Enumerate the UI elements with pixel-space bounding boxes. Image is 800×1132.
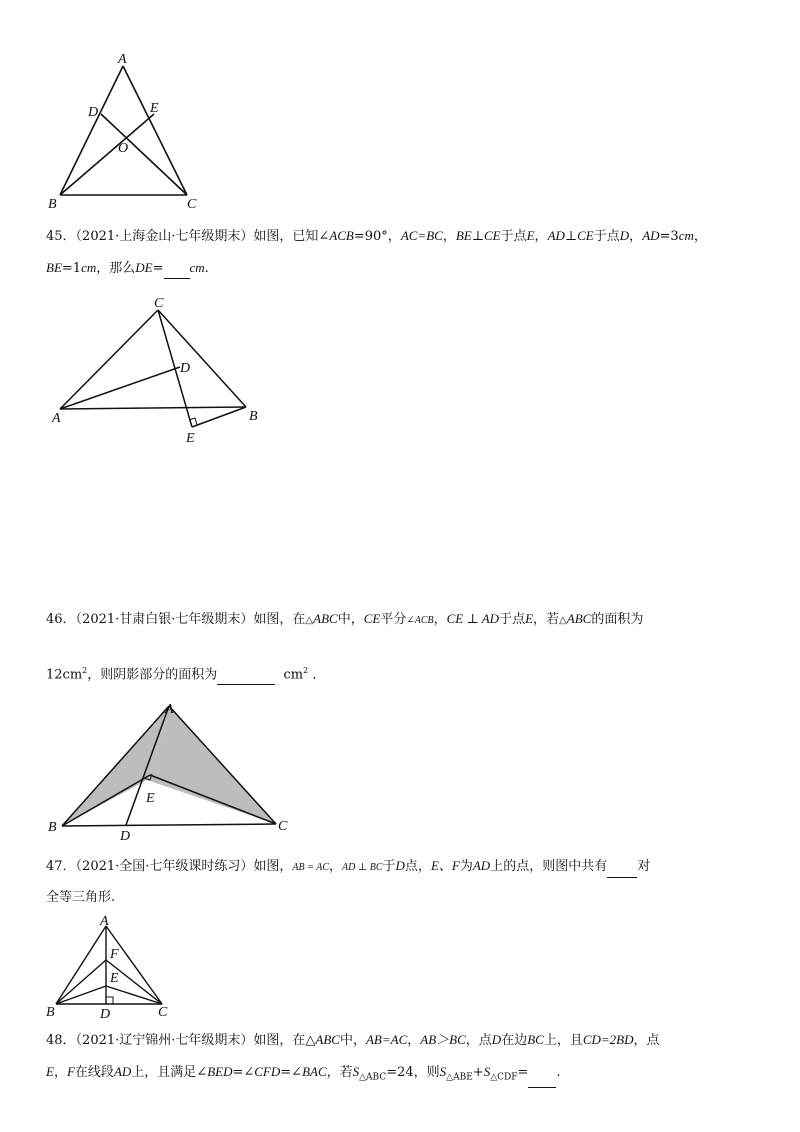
q45-acbc: AC=BC (400, 228, 443, 243)
q48-bed: BED (207, 1064, 233, 1079)
q48-text: 如图，在△ (253, 1033, 316, 1048)
q48-ad: AD (113, 1064, 132, 1079)
q46-abc1: ABC (313, 611, 338, 626)
q46-text: 如图，在 (253, 612, 306, 627)
q48-satisfy: 上，且满足∠ (131, 1065, 208, 1080)
question-45-line-1: 45．（2021·上海金山·七年级期末）如图，已知∠ACB=90°，AC=BC，BE⊥CE于点E，AD⊥CE于点D，AD=3cm， (46, 228, 707, 244)
q48-abc: ABC (315, 1032, 340, 1047)
fig47-label-a: A (100, 914, 109, 929)
figure-45 (48, 296, 278, 446)
q45-be1: BE (46, 260, 62, 275)
fig44-label-a: A (118, 52, 127, 67)
q47-number: 47． (46, 859, 76, 874)
q47-d: D (395, 858, 405, 873)
q46-acb: ACB (414, 615, 434, 626)
q46-number: 46． (46, 612, 76, 627)
q46-mid: 中， (337, 612, 364, 627)
q48-d: D (491, 1032, 502, 1047)
q45-eq90: =90°， (353, 229, 401, 244)
fig44-label-o: O (118, 141, 129, 156)
q48-cd-2bd: CD=2BD (582, 1032, 634, 1047)
q47-pt: 点， (404, 859, 431, 874)
q45-end: . (204, 261, 209, 276)
q47-pairs: 对 (637, 859, 651, 874)
q48-end: . (556, 1065, 561, 1080)
fig46-label-d: D (120, 829, 131, 844)
fig46-label-c: C (278, 819, 288, 834)
fig45-label-d: D (180, 361, 191, 376)
q48-plus: + (472, 1065, 484, 1080)
figure-45-svg (48, 296, 278, 446)
figure-46-svg (44, 698, 304, 844)
fig45-label-a: A (52, 411, 61, 426)
q45-acb: ACB (329, 228, 354, 243)
q47-pts: 上的点，则图中共有 (490, 859, 608, 874)
fig44-label-e: E (150, 101, 159, 116)
question-46-line-1 (46, 609, 643, 631)
q45-number: 45． (46, 229, 76, 244)
q45-at-d: 于点 (593, 229, 620, 244)
q45-perp2: ⊥ (564, 229, 578, 244)
q48-ab-eq-ac: AB=AC (365, 1032, 408, 1047)
q47-ef: E、F (430, 858, 460, 873)
q48-bc: BC (527, 1032, 544, 1047)
q48-f: F (66, 1064, 75, 1079)
q45-eq: = (152, 261, 164, 276)
q46-unit: cm (283, 667, 304, 683)
figure-47-svg (44, 914, 184, 1020)
q48-bac: BAC (302, 1064, 327, 1079)
q45-answer-blank[interactable] (164, 264, 190, 279)
fig45-label-b: B (249, 409, 258, 424)
question-46-line-2 (46, 661, 325, 685)
q47-at: 于 (382, 859, 396, 874)
q47-on: 为 (459, 859, 473, 874)
q46-if: ，若 (533, 612, 560, 627)
q48-s1: S (352, 1064, 360, 1079)
fig46-label-b: B (48, 820, 57, 835)
q46-tri2: △ (559, 615, 567, 626)
q48-onbc: 在边 (501, 1033, 528, 1048)
q48-s3: S (483, 1064, 491, 1079)
q46-area-value: 12cm (46, 667, 83, 683)
q45-eq3: =3 (659, 229, 679, 244)
fig44-label-c: C (187, 197, 197, 212)
q47-ad: AD (472, 858, 491, 873)
q45-e: E (526, 228, 535, 243)
q46-ce-perp-ad: CE ⊥ AD (446, 611, 500, 626)
fig47-label-f: F (110, 947, 119, 962)
q48-number: 48． (46, 1033, 76, 1048)
question-45-line-2 (46, 258, 209, 279)
q47-ab-eq-ac: AB = AC (292, 862, 329, 873)
q45-text: 如图，已知∠ (253, 229, 330, 244)
q48-s3-sub: △CDF (490, 1072, 518, 1083)
q48-eq: = (517, 1065, 529, 1080)
q48-dot: ，点 (633, 1033, 660, 1048)
fig44-label-b: B (48, 197, 57, 212)
q46-comma: ， (433, 612, 447, 627)
q45-ce2: CE (577, 228, 594, 243)
q45-de: DE (135, 260, 153, 275)
question-47-line-2 (46, 888, 115, 908)
q46-area-of: 的面积为 (591, 612, 644, 627)
fig46-label-a: A (165, 702, 174, 717)
q45-source: （2021·上海金山·七年级期末） (75, 229, 254, 244)
q45-cm1: cm (678, 228, 694, 243)
q46-sq1: 2 (82, 666, 88, 675)
figure-44-svg (40, 48, 210, 218)
fig45-label-e: E (186, 431, 195, 446)
question-47-line-1 (46, 856, 650, 878)
q46-e: E (525, 611, 534, 626)
q45-cm2: cm (81, 260, 97, 275)
q45-then: ，那么 (96, 261, 136, 276)
q48-answer-blank[interactable] (528, 1073, 556, 1088)
q45-ce1: CE (483, 228, 501, 243)
q46-then: ，则阴影部分的面积为 (87, 667, 218, 683)
figure-47 (44, 914, 184, 1020)
question-48-line-1: 48．（2021·辽宁锦州·七年级期末）如图，在△ABC中，AB=AC，AB＞BC，点D在边BC上，且CD=2BD，点 (46, 1032, 660, 1048)
fig47-label-e: E (110, 971, 119, 986)
figure-46 (44, 698, 304, 844)
q46-sq2: 2 (303, 666, 309, 675)
q45-d: D (619, 228, 630, 243)
q46-tri1: △ (305, 615, 314, 626)
q48-eq24: =24，则 (386, 1065, 440, 1080)
q45-be: BE (455, 228, 472, 243)
q46-bisect: 平分 (380, 612, 407, 627)
q46-answer-blank[interactable] (217, 670, 275, 685)
fig47-label-c: C (158, 1005, 168, 1020)
figure-44 (40, 48, 210, 218)
q45-ad: AD (547, 228, 565, 243)
q48-s2-sub: △ABE (446, 1072, 473, 1083)
q48-s2: S (439, 1064, 447, 1079)
fig47-label-d: D (100, 1007, 111, 1022)
q47-comma: ， (328, 859, 342, 874)
q48-eq1: =∠ (232, 1065, 255, 1080)
fig46-label-e: E (146, 791, 155, 806)
q46-ce: CE (363, 611, 381, 626)
q45-cm3: cm (189, 260, 205, 275)
q45-at-e: 于点 (500, 229, 527, 244)
q48-e: E (46, 1064, 54, 1079)
q46-source: （2021·甘肃白银·七年级期末） (75, 612, 254, 627)
q45-eq1: =1 (61, 261, 82, 276)
q48-cfd: CFD (254, 1064, 281, 1079)
fig47-label-b: B (46, 1005, 55, 1020)
q46-abc2: ABC (566, 611, 592, 626)
q47-line2: 全等三角形. (46, 890, 116, 905)
q48-source: （2021·辽宁锦州·七年级期末） (75, 1033, 254, 1048)
q48-onseg: 在线段 (74, 1065, 114, 1080)
q47-ad-perp-bc: AD ⊥ BC (342, 862, 383, 873)
q46-foot: 于点 (499, 612, 526, 627)
q46-end: ． (312, 667, 326, 683)
q48-eq2: =∠ (280, 1065, 303, 1080)
fig45-label-c: C (154, 296, 164, 311)
question-48-line-2: E，F在线段AD上，且满足∠BED=∠CFD=∠BAC，若$S_{\triangle ABC}=24$，则$S_{\triangle ABE}+S_{\triangle CDF}=$ . (46, 1062, 561, 1088)
q47-answer-blank[interactable] (607, 863, 637, 878)
q48-up: 上，且 (543, 1033, 583, 1048)
q48-s1-sub: △ABC (359, 1072, 387, 1083)
fig44-label-d: D (88, 105, 99, 120)
q47-source: （2021·全国·七年级课时练习） (75, 859, 254, 874)
q46-angle: ∠ (406, 615, 415, 626)
q45-perp1: ⊥ (471, 229, 484, 244)
q48-ab-gt-bc: AB＞BC (420, 1032, 466, 1047)
q48-if: ，若 (326, 1065, 353, 1080)
q47-text: 如图， (253, 859, 293, 874)
q45-ad3: AD (642, 228, 660, 243)
q48-ptd: ，点 (465, 1033, 492, 1048)
q48-mid: 中， (339, 1033, 366, 1048)
